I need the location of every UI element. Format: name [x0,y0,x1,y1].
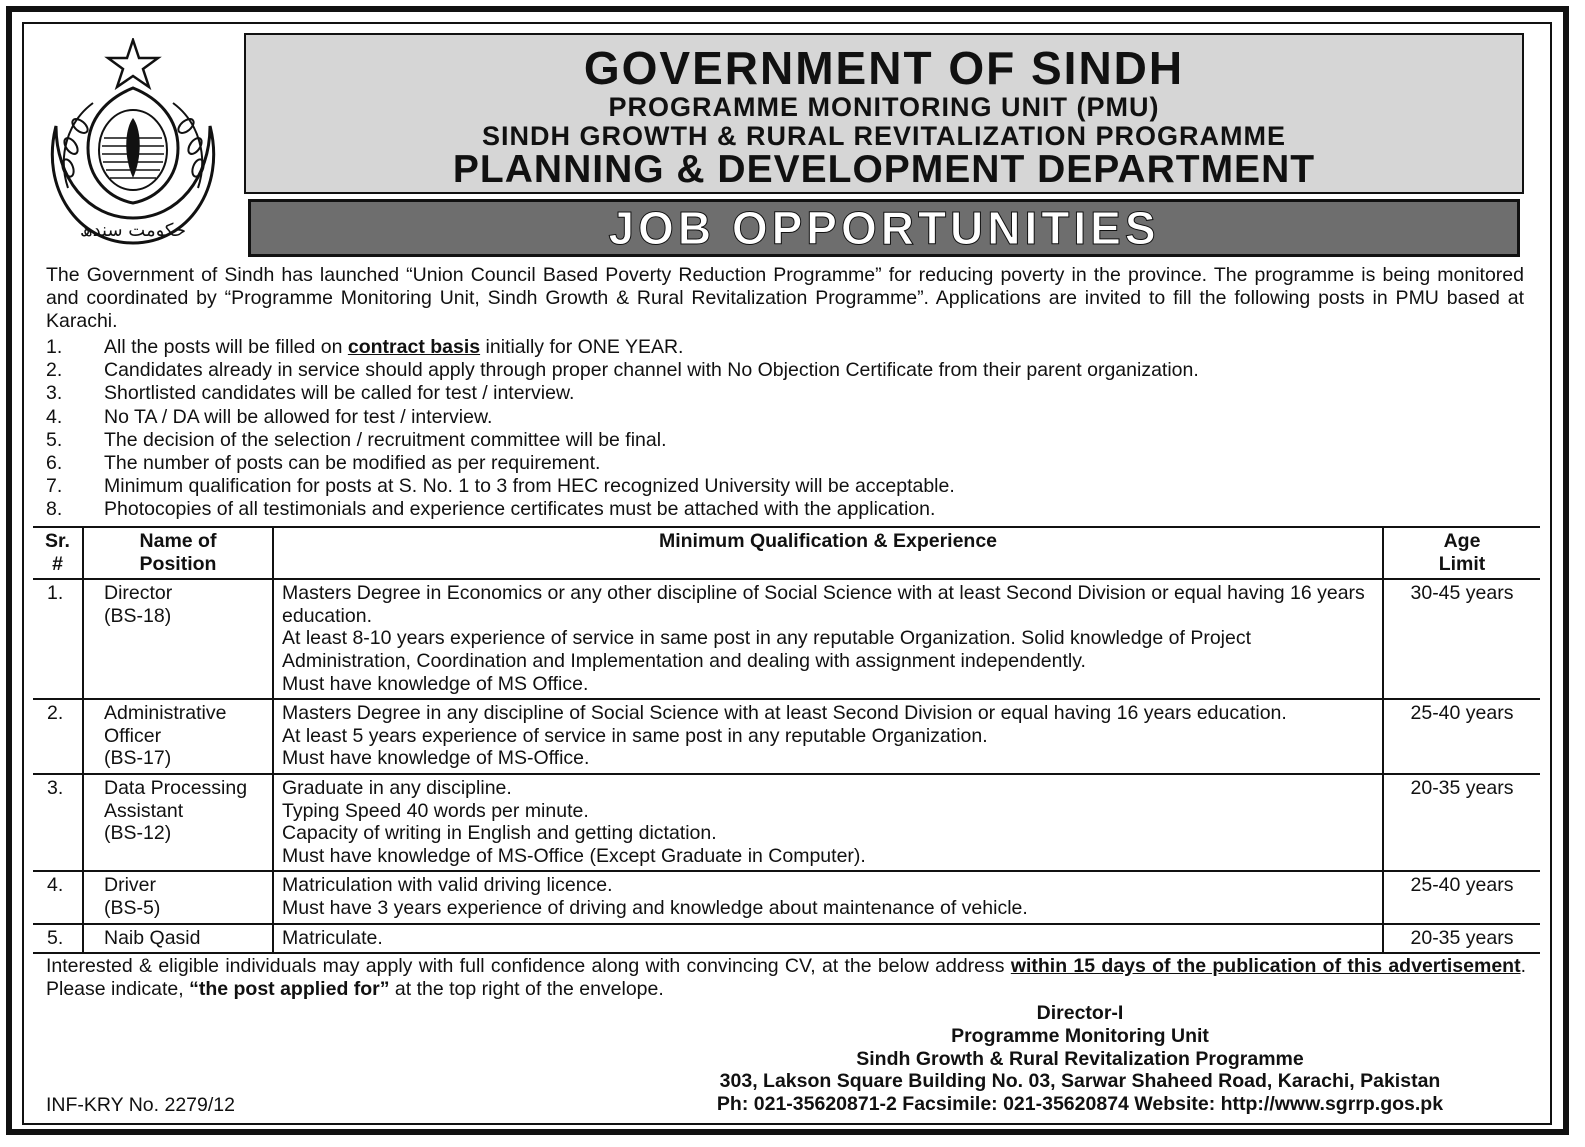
job-opportunities-banner: JOB OPPORTUNITIES [248,199,1520,257]
signature-block [600,1002,1560,1116]
star-icon [108,40,158,87]
row-position: Director (BS-18) [83,579,273,699]
rule-item: 8. Photocopies of all testimonials and experience certificates must be attached with the application. [46,498,936,521]
row-sr: 3. [33,774,83,871]
rule-item: 6. The number of posts can be modified as per requirement. [46,452,601,475]
rules-list [46,336,1524,522]
header-age: Age Limit [1383,527,1540,579]
rule-item: 2. Candidates already in service should apply through proper channel with No Objection Certificate from their parent organization. [46,359,1199,382]
row-position: Data Processing Assistant (BS-12) [83,774,273,871]
row-age: 30-45 years [1383,579,1540,699]
table-row [33,774,1540,871]
header-qualification: Minimum Qualification & Experience [273,527,1383,579]
rule-item: 4. No TA / DA will be allowed for test / interview. [46,405,493,428]
row-sr: 1. [33,579,83,699]
sig-unit: Programme Monitoring Unit [951,1024,1209,1047]
row-position: Naib Qasid [83,924,273,954]
row-position: Driver (BS-5) [83,871,273,923]
sig-contact: Ph: 021-35620871-2 Facsimile: 021-35620874 Website: http://www.sgrrp.gos.pk [716,1093,1444,1116]
row-age: 20-35 years [1383,924,1540,954]
row-position: Administrative Officer (BS-17) [83,699,273,774]
row-age: 25-40 years [1383,871,1540,923]
row-qualification: Masters Degree in Economics or any other discipline of Social Science with at least Second Division or equal having 16 years education. At least 8-10 years experience of service in same post in any reputable Organization. Solid knowledge of Project Administration, Coordination and Implementation and dealing with assignment independently. Must have knowledge of MS Office. [273,579,1383,699]
table-row [33,579,1540,699]
header-department: PLANNING & DEVELOPMENT DEPARTMENT [452,148,1316,191]
rule-item: 7. Minimum qualification for posts at S. No. 1 to 3 from HEC recognized University will be acceptable. [46,475,955,498]
row-sr: 2. [33,699,83,774]
table-row [33,871,1540,923]
row-qualification: Graduate in any discipline. Typing Speed 40 words per minute. Capacity of writing in English and getting dictation. Must have knowledge of MS-Office (Except Graduate in Computer). [273,774,1383,871]
positions-table [33,526,1540,954]
header-pmu: PROGRAMME MONITORING UNIT (PMU) [608,92,1160,122]
table-header-row [33,527,1540,579]
reference-number: INF-KRY No. 2279/12 [46,1094,235,1116]
sindh-emblem-logo [38,38,228,248]
row-qualification: Matriculation with valid driving licence. Must have 3 years experience of driving and knowledge about maintenance of vehicle. [273,871,1383,923]
row-qualification: Matriculate. [273,924,1383,954]
header-position: Name of Position [83,527,273,579]
intro-paragraph: The Government of Sindh has launched “Union Council Based Poverty Reduction Programme” for reducing poverty in the province. The programme is being monitored and coordinated by “Programme Monitoring Unit, Sindh Growth & Rural Revitalization Programme”. Applications are invited to fill the following posts in PMU based at Karachi. [46,264,1524,332]
table-row [33,699,1540,774]
header-sr: Sr. # [33,527,83,579]
table-row [33,924,1540,954]
header-programme: SINDH GROWTH & RURAL REVITALIZATION PROGRAMME [482,121,1286,151]
row-sr: 5. [33,924,83,954]
post-applied-for: “the post applied for” [189,977,390,1000]
row-age: 25-40 years [1383,699,1540,774]
row-age: 20-35 years [1383,774,1540,871]
sig-programme: Sindh Growth & Rural Revitalization Programme [856,1047,1304,1070]
closing-paragraph: Interested & eligible individuals may apply with full confidence along with convincing CV, at the below address within 15 days of the publication of this advertisement. Please indicate, “the post applied for” at the top right of the envelope. [46,955,1526,1000]
rule-item: 1. All the posts will be filled on contract basis initially for ONE YEAR. [46,336,684,358]
sig-address: 303, Lakson Square Building No. 03, Sarwar Shaheed Road, Karachi, Pakistan [719,1070,1441,1093]
deadline-text: within 15 days of the publication of this advertisement [1010,955,1521,977]
row-qualification: Masters Degree in any discipline of Social Science with at least Second Division or equal having 16 years education. At least 5 years experience of service in same post in any reputable Organization. Must have knowledge of MS-Office. [273,699,1383,774]
rule-item: 5. The decision of the selection / recruitment committee will be final. [46,428,667,451]
urdu-emblem-text: حکومت سندھ [80,220,186,241]
row-sr: 4. [33,871,83,923]
rule-item: 3. Shortlisted candidates will be called for test / interview. [46,382,575,405]
header-box [244,33,1524,194]
header-government: GOVERNMENT OF SINDH [583,42,1185,94]
sig-title: Director-I [1036,1002,1124,1024]
